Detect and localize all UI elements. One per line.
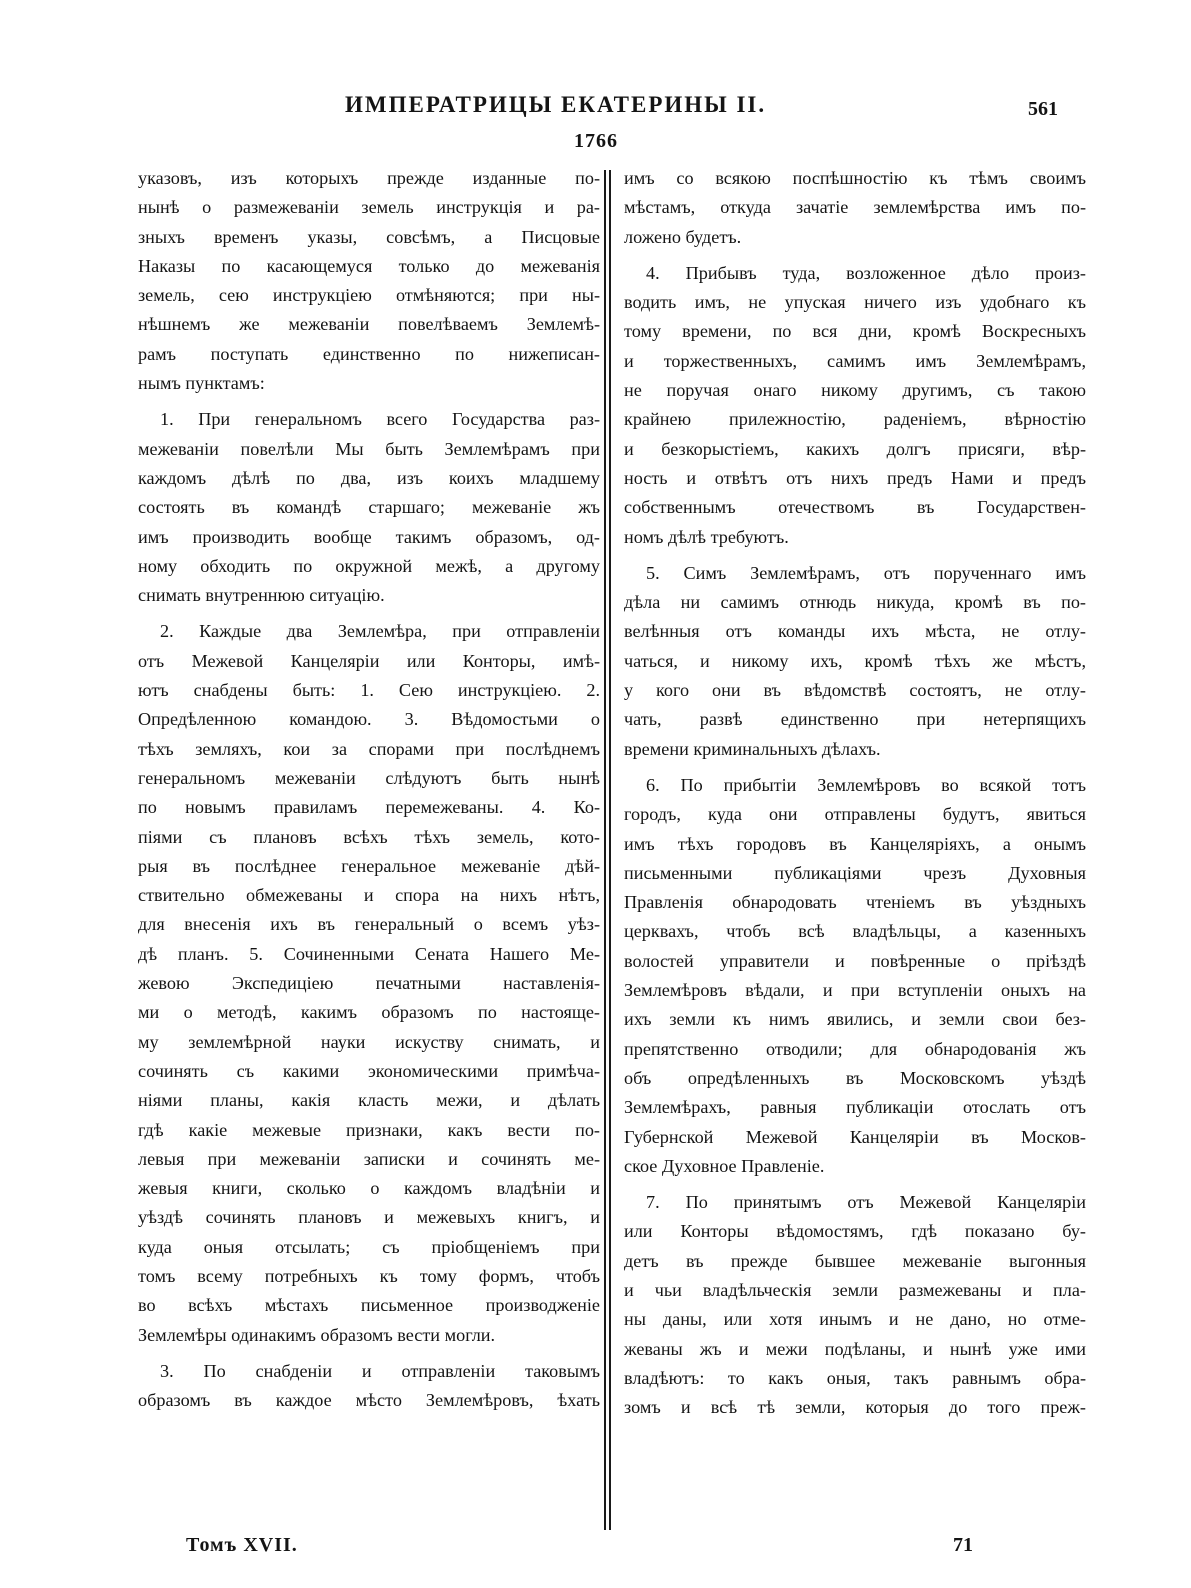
text-line: нѣшнемъ же межеваніи повелѣваемъ Землемѣ- xyxy=(138,314,600,335)
text-line: имъ тѣхъ городовъ въ Канцеляріяхъ, а онымъ xyxy=(624,833,1086,854)
footer-volume: Томъ XVII. xyxy=(186,1534,298,1556)
text-line: куда оныя отсылать; съ пріобщеніемъ при xyxy=(138,1236,600,1257)
text-line: ны даны, или хотя инымъ и не дано, но отме- xyxy=(624,1309,1086,1330)
text-line: нымъ пунктамъ: xyxy=(138,373,265,394)
year-heading: 1766 xyxy=(574,130,618,152)
text-line: му землемѣрной науки искуству снимать, и xyxy=(138,1031,600,1052)
text-line: 7. По принятымъ отъ Межевой Канцеляріи xyxy=(646,1192,1086,1213)
text-line: нынѣ о размежеваніи земель инструкція и ра- xyxy=(138,197,600,218)
text-line: Наказы по касающемуся только до межеванія xyxy=(138,255,600,276)
text-line: и чьи владѣльческія земли размежеваны и пла- xyxy=(624,1279,1086,1300)
text-line: ность и отвѣтъ отъ нихъ предъ Нами и предъ xyxy=(624,467,1086,488)
left-column xyxy=(138,164,600,1415)
text-line: жеваны жъ и межи подѣланы, и нынѣ уже ими xyxy=(624,1338,1086,1359)
text-line: томъ всему потребныхъ къ тому формъ, чтобъ xyxy=(138,1265,600,1286)
text-line: указовъ, изъ которыхъ прежде изданные по- xyxy=(138,168,600,188)
text-line: и торжественныхъ, самимъ имъ Землемѣрамъ, xyxy=(624,350,1086,371)
text-line: Губернской Межевой Канцеляріи въ Москов- xyxy=(624,1126,1086,1147)
text-line: рыя въ послѣднее генеральное межеваніе дѣй- xyxy=(138,855,600,876)
text-line: гдѣ какіе межевые признаки, какъ вести по- xyxy=(138,1119,600,1140)
text-line: мѣстамъ, откуда зачатіе землемѣрства имъ по- xyxy=(624,197,1086,218)
text-line: 4. Прибывъ туда, возложенное дѣло произ- xyxy=(646,262,1086,283)
page-number: 561 xyxy=(1028,98,1058,120)
text-line: объ опредѣленныхъ въ Московскомъ уѣздѣ xyxy=(624,1067,1086,1088)
text-line: письменными публикаціями чрезъ Духовныя xyxy=(624,862,1086,883)
text-line: піями съ плановъ всѣхъ тѣхъ земель, кото- xyxy=(138,826,600,847)
text-line: волостей управители и повѣренные о пріѣздѣ xyxy=(624,950,1086,971)
text-line: снимать внутреннюю ситуацію. xyxy=(138,585,385,606)
text-line: крайнею прилежностію, раденіемъ, вѣрностію xyxy=(624,409,1086,430)
text-line: Землемѣрахъ, равныя публикаціи отослать отъ xyxy=(624,1097,1086,1118)
text-line: 1. При генеральномъ всего Государства раз- xyxy=(160,409,600,430)
text-line: тому времени, по вся дни, кромѣ Воскресныхъ xyxy=(624,321,1086,342)
column-divider-right-rule xyxy=(609,170,611,1530)
text-line: Землемѣровъ вѣдали, и при вступленіи оныхъ на xyxy=(624,980,1086,1001)
text-line: уѣздѣ сочинять плановъ и межевыхъ книгъ, и xyxy=(138,1207,600,1228)
text-line: дѣла ни самимъ отнюдь никуда, кромѣ въ по- xyxy=(624,592,1086,613)
text-line: земель, сею инструкціею отмѣняются; при ны- xyxy=(138,285,600,306)
text-line: сочинять съ какими экономическими примѣча- xyxy=(138,1060,600,1081)
text-line: по новымъ правиламъ перемежеваны. 4. Ко- xyxy=(138,797,600,818)
text-line: 6. По прибытіи Землемѣровъ во всякой тотъ xyxy=(646,774,1086,795)
text-line: ихъ земли къ нимъ явились, и земли свои без- xyxy=(624,1009,1086,1030)
text-line: детъ въ прежде бывшее межеваніе выгонныя xyxy=(624,1250,1086,1271)
text-line: имъ со всякою поспѣшностію къ тѣмъ своимъ xyxy=(624,168,1086,188)
text-line: межеваніи повелѣли Мы быть Землемѣрамъ при xyxy=(138,438,600,459)
running-title: ИМПЕРАТРИЦЫ ЕКАТЕРИНЫ II. xyxy=(345,92,767,117)
text-line: и безкорыстіемъ, какихъ долгъ присяги, вѣр- xyxy=(624,438,1086,459)
text-line: рамъ поступать единственно по нижеписан- xyxy=(138,343,600,364)
text-line: ложено будетъ. xyxy=(624,226,742,247)
text-line: образомъ въ каждое мѣсто Землемѣровъ, ѣхать xyxy=(138,1390,600,1411)
text-line: жевыя книги, сколько о каждомъ владѣніи и xyxy=(138,1178,600,1199)
text-line: Землемѣры одинакимъ образомъ вести могли. xyxy=(138,1324,496,1345)
text-line: 2. Каждые два Землемѣра, при отправленіи xyxy=(160,621,600,642)
text-line: церквахъ, чтобъ всѣ владѣльцы, а казенныхъ xyxy=(624,921,1086,942)
text-line: ское Духовное Правленіе. xyxy=(624,1155,825,1176)
text-line: не поручая онаго никому другимъ, съ такою xyxy=(624,380,1086,401)
text-line: жевою Экспедиціею печатными наставленія- xyxy=(138,973,600,994)
text-line: 3. По снабденіи и отправленіи таковымъ xyxy=(160,1360,600,1381)
text-line: отъ Межевой Канцеляріи или Конторы, имѣ- xyxy=(138,650,600,671)
text-line: во всѣхъ мѣстахъ письменное производженіе xyxy=(138,1295,600,1316)
text-line: левыя при межеваніи записки и сочинять ме- xyxy=(138,1148,600,1169)
text-line: ми о методѣ, какимъ образомъ по настояще- xyxy=(138,1002,600,1023)
column-divider-left-rule xyxy=(604,170,606,1530)
text-line: собственнымъ отечествомъ въ Государствен- xyxy=(624,497,1086,518)
text-line: номъ дѣлѣ требуютъ. xyxy=(624,526,789,547)
text-line: Опредѣленною командою. 3. Вѣдомостьми о xyxy=(138,709,600,730)
text-line: ствительно обмежеваны и спора на нихъ нѣтъ, xyxy=(138,885,600,906)
text-line: зныхъ временъ указы, совсѣмъ, а Писцовые xyxy=(138,226,600,247)
right-column xyxy=(624,164,1086,1422)
text-line: 5. Симъ Землемѣрамъ, отъ порученнаго имъ xyxy=(646,562,1086,583)
text-line: генеральномъ межеваніи слѣдуютъ быть нынѣ xyxy=(138,767,600,788)
text-line: для внесенія ихъ въ генеральный о всемъ уѣз- xyxy=(138,914,600,935)
text-line: препятственно отводили; для обнародованія жъ xyxy=(624,1038,1086,1059)
text-line: чаться, и никому ихъ, кромѣ тѣхъ же мѣстъ, xyxy=(624,650,1086,671)
text-line: чать, развѣ единственно при нетерпящихъ xyxy=(624,709,1086,730)
text-line: дѣ планъ. 5. Сочиненными Сената Нашего Ме- xyxy=(138,943,600,964)
footer-signature: 71 xyxy=(953,1534,973,1556)
text-line: владѣютъ: то какъ оныя, такъ равнымъ обра- xyxy=(624,1367,1086,1388)
text-line: каждомъ дѣлѣ по два, изъ коихъ младшему xyxy=(138,467,600,488)
text-line: велѣнныя отъ команды ихъ мѣста, не отлу- xyxy=(624,621,1086,642)
text-line: имъ производить вообще такимъ образомъ, од- xyxy=(138,526,600,547)
text-line: водить имъ, не упуская ничего изъ удобнаго къ xyxy=(624,292,1086,313)
text-line: ніями планы, какія класть межи, и дѣлать xyxy=(138,1090,600,1111)
text-line: ютъ снабдены быть: 1. Сею инструкціею. 2. xyxy=(138,680,600,701)
text-line: тѣхъ земляхъ, кои за спорами при послѣднемъ xyxy=(138,738,600,759)
text-line: состоять въ командѣ старшаго; межеваніе жъ xyxy=(138,497,600,518)
text-line: у кого они въ вѣдомствѣ состоятъ, не отлу- xyxy=(624,680,1086,701)
text-line: времени криминальныхъ дѣлахъ. xyxy=(624,738,881,759)
text-line: зомъ и всѣ тѣ земли, которыя до того преж- xyxy=(624,1397,1086,1418)
text-line: городъ, куда они отправлены будутъ, явиться xyxy=(624,804,1086,825)
text-line: или Конторы вѣдомостямъ, гдѣ показано бу- xyxy=(624,1221,1086,1242)
text-line: Правленія обнародовать чтеніемъ въ уѣздныхъ xyxy=(624,892,1086,913)
text-line: ному обходить по окружной межѣ, а другому xyxy=(138,555,600,576)
